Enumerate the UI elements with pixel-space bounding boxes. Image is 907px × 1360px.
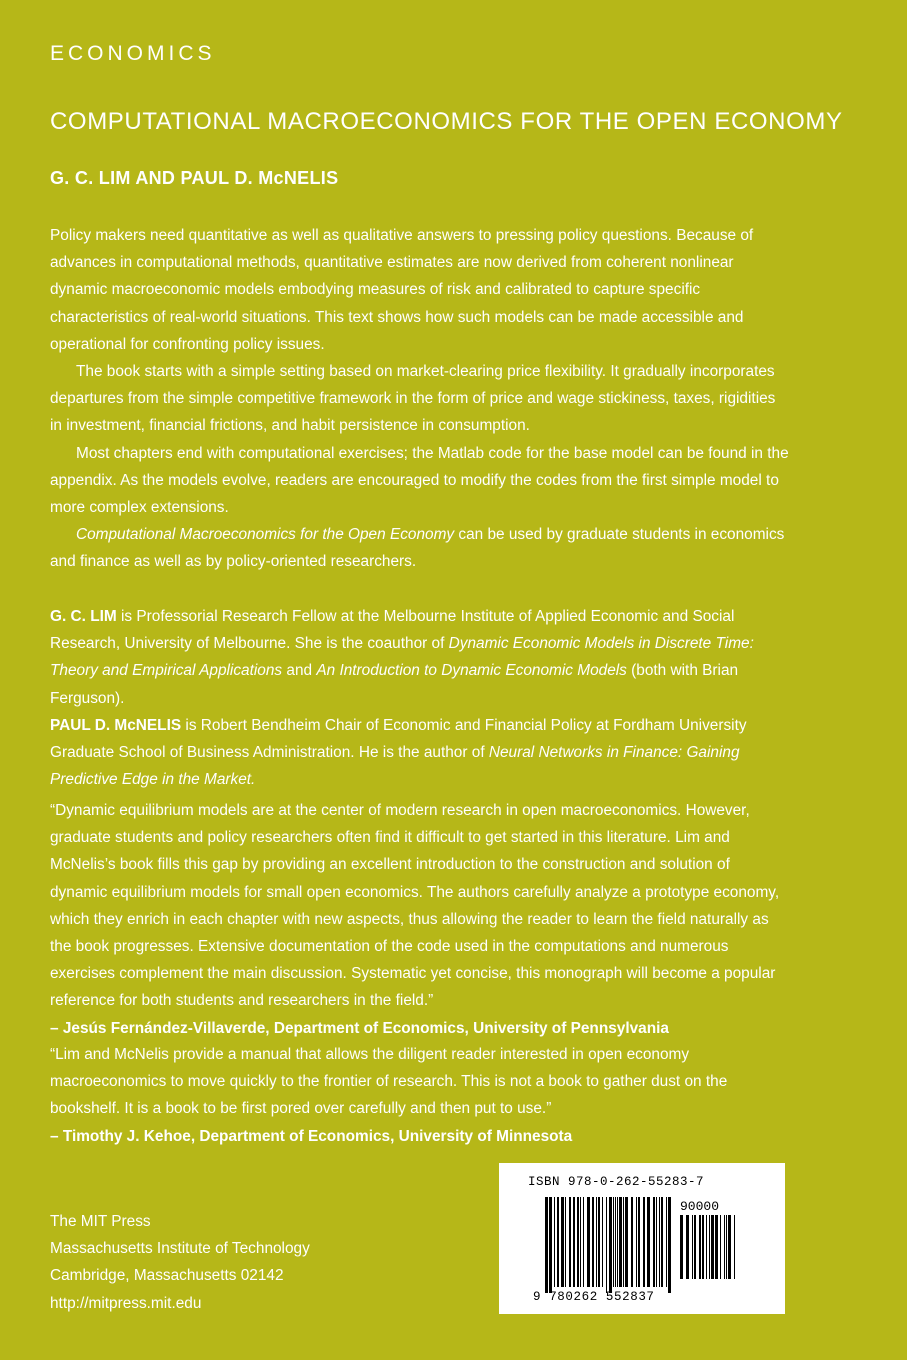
barcode-bar	[587, 1197, 590, 1287]
endorsement-1	[50, 797, 790, 1042]
barcode-bar	[680, 1215, 683, 1279]
isbn-label: ISBN 978-0-262-55283-7	[528, 1175, 705, 1189]
book-authors: G. C. LIM AND PAUL D. McNELIS	[50, 168, 339, 188]
barcode-bar	[609, 1197, 612, 1293]
barcode-bar	[557, 1197, 559, 1287]
barcode-bar	[728, 1215, 731, 1279]
bio-mcnelis-book: Neural Networks in Finance: Gaining Predictive Edge in the Market.	[50, 744, 740, 789]
barcode-bar	[631, 1197, 633, 1287]
bio-lim-name: G. C. LIM	[50, 608, 117, 625]
barcode-bar	[619, 1197, 622, 1287]
barcode-bar	[686, 1215, 689, 1279]
bio-lim-book-2: An Introduction to Dynamic Economic Models	[316, 662, 627, 680]
bio-mcnelis-name: PAUL D. McNELIS	[50, 716, 182, 734]
author-bios	[50, 603, 790, 793]
barcode-bar	[602, 1197, 603, 1287]
book-description	[50, 222, 790, 576]
bio-mcnelis	[50, 712, 790, 794]
category-label: ECONOMICS	[50, 42, 216, 65]
barcode-bar	[623, 1197, 624, 1287]
barcode-bar	[715, 1215, 718, 1279]
publisher-url: http://mitpress.mit.edu	[50, 1294, 202, 1312]
barcode-bar	[554, 1197, 555, 1287]
ean-barcode	[545, 1197, 675, 1293]
endorsement-2-text: “Lim and McNelis provide a manual that allows the diligent reader interested in open economy macroeconomics to move quickly to the frontier of research. This is not a book to gather dust on the bookshelf. It is a book to be first pored over carefully and then put to use.”	[50, 1046, 728, 1118]
ean-digits: 9 780262 552837	[533, 1290, 655, 1304]
barcode-bar	[561, 1197, 564, 1287]
endorsement-2-attribution: – Timothy J. Kehoe, Department of Economics, University of Minnesota	[50, 1127, 573, 1145]
barcode-bar	[577, 1197, 579, 1287]
barcode-bar	[726, 1215, 727, 1279]
bio-lim-text-1: is Professorial Research Fellow at the Melbourne Institute of Applied Economic and Social Research, University of Melbourne. She is the coauthor of	[50, 608, 735, 653]
barcode-bar	[711, 1215, 714, 1279]
barcode-bar	[702, 1215, 704, 1279]
barcode-bar	[643, 1197, 645, 1287]
endorsement-1-attribution: – Jesús Fernández-Villaverde, Department of Economics, University of Pennsylvania	[50, 1019, 669, 1037]
barcode-bar	[734, 1215, 735, 1279]
barcode-bar	[549, 1197, 552, 1293]
barcode-bar	[573, 1197, 575, 1287]
barcode-bar	[699, 1215, 701, 1279]
description-paragraph-1: Policy makers need quantitative as well as qualitative answers to pressing policy questions. Because of advances in computational methods, quantitative estimates are now derived from coherent nonlinear dynamic macroeconomic models embodying measures of risk and calibrated to capture specific characteristics of real-world situations. This text shows how such models can be made accessible and operational for confronting policy issues.	[50, 227, 754, 353]
barcode-bar	[720, 1215, 721, 1279]
barcode-bar	[598, 1197, 600, 1287]
barcode-bar	[569, 1197, 571, 1287]
barcode-bar	[694, 1215, 696, 1279]
barcode-bar	[659, 1197, 660, 1287]
publisher-info	[50, 1208, 310, 1317]
barcode-bar	[647, 1197, 650, 1287]
barcode-bar	[565, 1197, 566, 1287]
barcode-bar	[724, 1215, 725, 1279]
price-code: 90000	[680, 1199, 720, 1214]
barcode-bar	[583, 1197, 584, 1287]
bio-lim-and: and	[282, 662, 317, 680]
bio-mcnelis-text: is Robert Bendheim Chair of Economic and Financial Policy at Fordham University Graduate School of Business Administration. He is the author of	[50, 716, 747, 762]
book-title: COMPUTATIONAL MACROECONOMICS FOR THE OPEN ECONOMY	[50, 108, 843, 135]
publisher-city: Cambridge, Massachusetts 02142	[50, 1267, 284, 1285]
book-title-italic: Computational Macroeconomics for the Open Economy	[76, 526, 455, 544]
barcode-bar	[653, 1197, 655, 1287]
price-barcode	[680, 1215, 738, 1285]
description-paragraph-4-text: can be used by graduate students in economics and finance as well as by policy-oriented researchers.	[50, 526, 785, 571]
publisher-name: The MIT Press	[50, 1213, 151, 1230]
barcode-bar	[709, 1215, 710, 1279]
endorsement-1-text: “Dynamic equilibrium models are at the center of modern research in open macroeconomics. However, graduate students and policy researchers often find it difficult to get started in this literature. Lim and McNelis’s book fills this gap by providing an excellent introduction to the construction and solution of dynamic equilibrium models for small open economics. The authors carefully analyze a prototype economy, which they enrich in each chapter with new aspects, thus allowing the reader to learn the field naturally as the book progresses. Extensive documentation of the code used in the computations and numerous exercises complement the main discussion. Systematic yet concise, this monograph will become a popular reference for both students and researchers in the field.”	[50, 802, 780, 1010]
barcode-bar	[661, 1197, 663, 1287]
barcode-bar	[545, 1197, 548, 1293]
description-paragraph-2: The book starts with a simple setting based on market-clearing price flexibility. It gradually incorporates departures from the simple competitive framework in the form of price and wage stickiness, taxes, rigidities in investment, financial frictions, and habit persistence in consumption.	[50, 363, 776, 435]
description-paragraph-4	[50, 521, 790, 575]
bio-lim-book-1: Dynamic Economic Models in Discrete Time: Theory and Empirical Applications	[50, 635, 754, 680]
barcode-bar	[580, 1197, 581, 1287]
barcode-bar	[596, 1197, 597, 1287]
description-paragraph-3: Most chapters end with computational exercises; the Matlab code for the base model can be found in the appendix. As the models evolve, readers are encouraged to modify the codes from the first simple model to more complex extensions.	[50, 444, 789, 517]
barcode-bar	[592, 1197, 594, 1287]
barcode-bar	[613, 1197, 614, 1287]
barcode-bar	[636, 1197, 637, 1287]
publisher-institution: Massachusetts Institute of Technology	[50, 1240, 310, 1258]
endorsement-2	[50, 1041, 790, 1150]
barcode-bar	[615, 1197, 616, 1287]
barcode-bar	[617, 1197, 618, 1287]
barcode-bar	[706, 1215, 707, 1279]
barcode-bar	[606, 1197, 607, 1293]
barcode-bar	[668, 1197, 671, 1293]
barcode-bar	[625, 1197, 628, 1287]
barcode-bar	[692, 1215, 693, 1279]
barcode-panel	[499, 1163, 785, 1314]
barcode-bar	[666, 1197, 667, 1287]
barcode-bar	[638, 1197, 640, 1287]
barcode-bar	[656, 1197, 657, 1287]
bio-lim	[50, 603, 790, 712]
bio-lim-text-2: (both with Brian Ferguson).	[50, 662, 739, 707]
